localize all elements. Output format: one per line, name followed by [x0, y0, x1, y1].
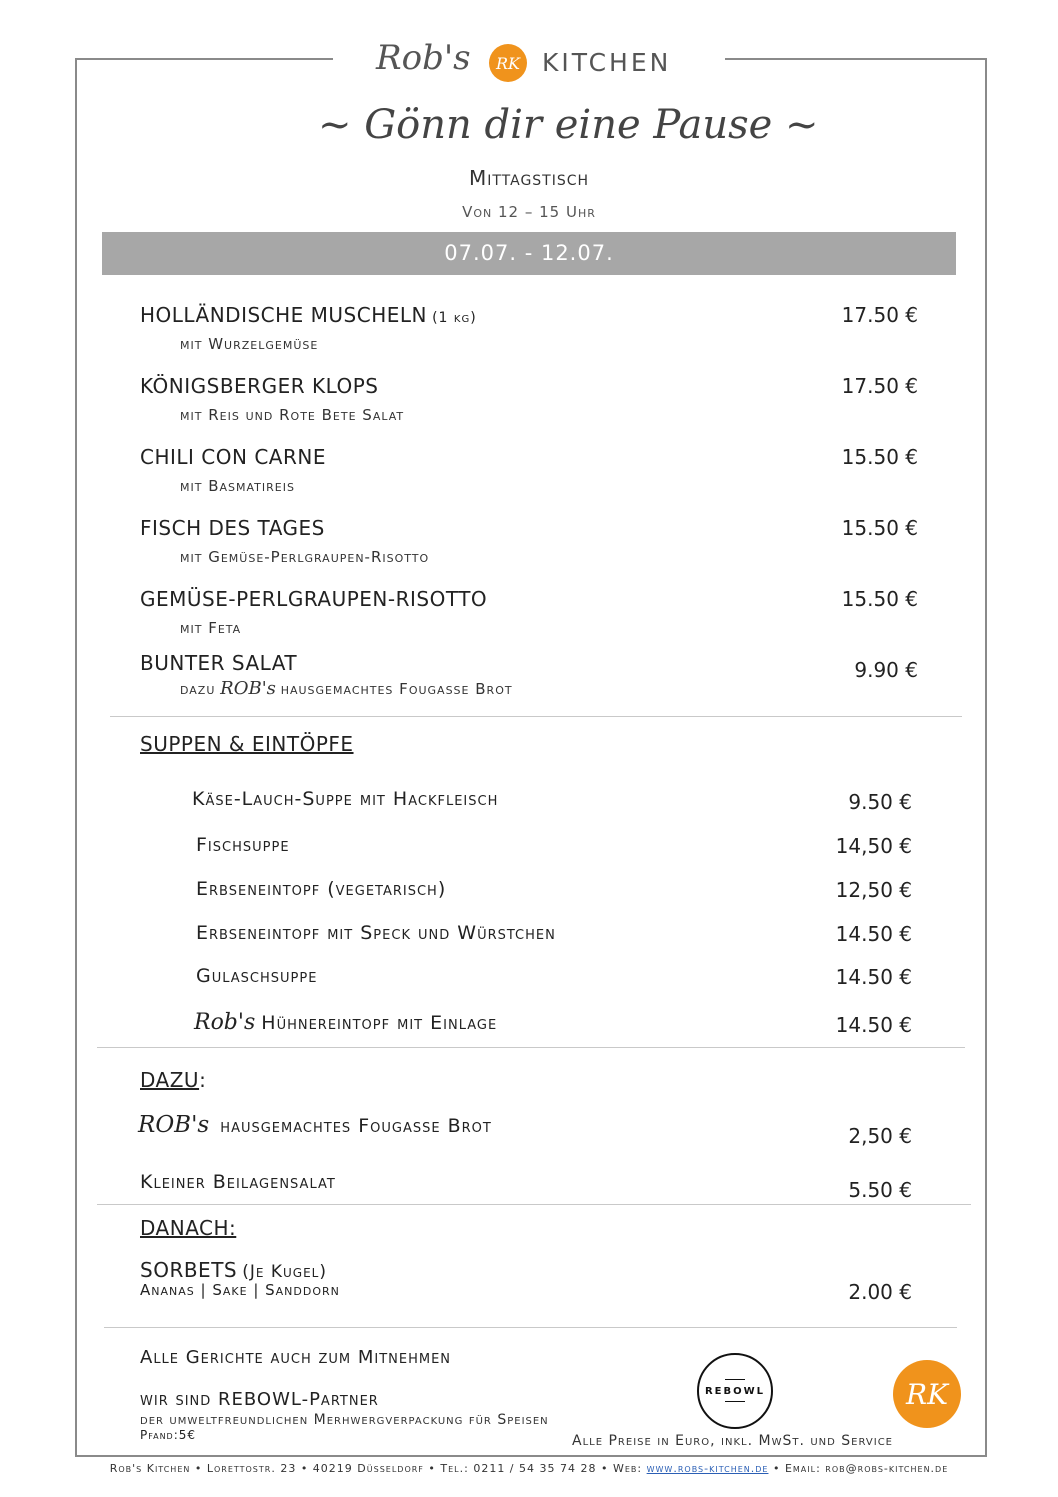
dish-extra: (1 kg) — [432, 310, 477, 326]
footer-web-link[interactable]: www.robs-kitchen.de — [646, 1462, 769, 1475]
dessert-heading: DANACH: — [140, 1216, 237, 1240]
date-range-band: 07.07. - 12.07. — [102, 232, 956, 275]
soup-text: Hühnereintopf mit Einlage — [261, 1012, 498, 1034]
dish-price: 15.50 € — [841, 516, 918, 540]
dish-name: HOLLÄNDISCHE MUSCHELN — [140, 303, 427, 327]
side-price: 2,50 € — [848, 1124, 912, 1148]
robs-kitchen-badge-icon — [893, 1360, 961, 1428]
divider — [97, 1047, 965, 1048]
dish-name: KÖNIGSBERGER KLOPS — [140, 374, 379, 398]
side-name: Kleiner Beilagensalat — [140, 1171, 336, 1193]
dish-name: GEMÜSE-PERLGRAUPEN-RISOTTO — [140, 587, 488, 611]
logo-monogram-icon — [489, 44, 527, 82]
sides-heading — [140, 1068, 206, 1092]
logo-monogram-text: RK — [496, 53, 520, 73]
logo-word: KITCHEN — [542, 48, 672, 77]
desc-script: ROB's — [220, 678, 276, 699]
dish-desc: mit Wurzelgemüse — [180, 335, 319, 353]
dish-desc: mit Basmatireis — [180, 477, 295, 495]
dessert-title — [140, 1258, 327, 1282]
soup-name: Käse-Lauch-Suppe mit Hackfleisch — [192, 788, 499, 810]
dish-name: BUNTER SALAT — [140, 651, 298, 675]
rebowl-desc: der umweltfreundlichen Merhwergverpackung für Speisen — [140, 1412, 549, 1428]
soup-price: 12,50 € — [835, 878, 912, 902]
dessert-extra: (Je Kugel) — [242, 1262, 327, 1282]
takeaway-note: Alle Gerichte auch zum Mitnehmen — [140, 1347, 452, 1368]
footer-email: • Email: rob@robs-kitchen.de — [772, 1462, 949, 1475]
side-script: ROB's — [138, 1112, 210, 1138]
frame-top-right — [725, 58, 985, 60]
prices-note: Alle Preise in Euro, inkl. MwSt. und Service — [572, 1433, 893, 1449]
dish-price: 15.50 € — [841, 587, 918, 611]
subtitle: Mittagstisch — [468, 166, 590, 190]
sides-heading-suffix: : — [199, 1068, 206, 1092]
soup-name: Fischsuppe — [196, 834, 290, 856]
soup-price: 14.50 € — [835, 965, 912, 989]
dish-name: CHILI CON CARNE — [140, 445, 326, 469]
dish-price: 9.90 € — [854, 658, 918, 682]
rebowl-badge-text: REBOWL — [704, 1385, 766, 1397]
rebowl-title: wir sind REBOWL-Partner — [140, 1389, 379, 1410]
logo-script: Rob's — [376, 38, 471, 78]
dish-price: 15.50 € — [841, 445, 918, 469]
dish-price: 17.50 € — [841, 374, 918, 398]
footer — [0, 1462, 1058, 1475]
soup-name: Gulaschsuppe — [196, 965, 318, 987]
dish-name: FISCH DES TAGES — [140, 516, 325, 540]
dish-desc: mit Reis und Rote Bete Salat — [180, 406, 405, 424]
side-price: 5.50 € — [848, 1178, 912, 1202]
tagline: ~ Gönn dir eine Pause ~ — [318, 102, 819, 148]
dish-price: 17.50 € — [841, 303, 918, 327]
soup-price: 9.50 € — [848, 790, 912, 814]
dessert-desc: Ananas | Sake | Sanddorn — [140, 1281, 340, 1299]
rebowl-bar-top — [725, 1379, 745, 1380]
soups-heading: SUPPEN & EINTÖPFE — [140, 732, 354, 756]
badge-monogram: RK — [906, 1377, 948, 1411]
side-text: hausgemachtes Fougasse Brot — [220, 1115, 492, 1137]
desc-text: hausgemachtes Fougasse Brot — [280, 680, 513, 698]
divider — [97, 1204, 971, 1205]
soup-price: 14.50 € — [835, 922, 912, 946]
footer-address: Rob's Kitchen • Lorettostr. 23 • 40219 Düsseldorf • Tel.: 0211 / 54 35 74 28 • Web: — [109, 1462, 643, 1475]
rebowl-bar-bottom — [725, 1401, 745, 1402]
hours: Von 12 – 15 Uhr — [462, 203, 596, 221]
frame-top-left — [75, 58, 333, 60]
desc-prefix: dazu — [180, 680, 216, 698]
soup-name: Erbseneintopf (vegetarisch) — [196, 878, 447, 900]
rebowl-logo-icon — [697, 1353, 773, 1429]
list-item — [140, 303, 477, 327]
side-name — [138, 1112, 492, 1138]
soup-price: 14.50 € — [835, 1013, 912, 1037]
dish-desc: mit Gemüse-Perlgraupen-Risotto — [180, 548, 430, 566]
deposit: Pfand:5€ — [140, 1428, 197, 1442]
soup-price: 14,50 € — [835, 834, 912, 858]
dish-desc — [180, 678, 513, 699]
soup-script: Rob's — [194, 1010, 256, 1035]
dessert-name: SORBETS — [140, 1258, 238, 1282]
soup-name — [194, 1010, 497, 1035]
soup-name: Erbseneintopf mit Speck und Würstchen — [196, 922, 556, 944]
sides-heading-text: DAZU — [140, 1068, 200, 1092]
dessert-price: 2.00 € — [848, 1280, 912, 1304]
divider — [104, 1327, 957, 1328]
divider — [110, 716, 962, 717]
dish-desc: mit Feta — [180, 619, 242, 637]
